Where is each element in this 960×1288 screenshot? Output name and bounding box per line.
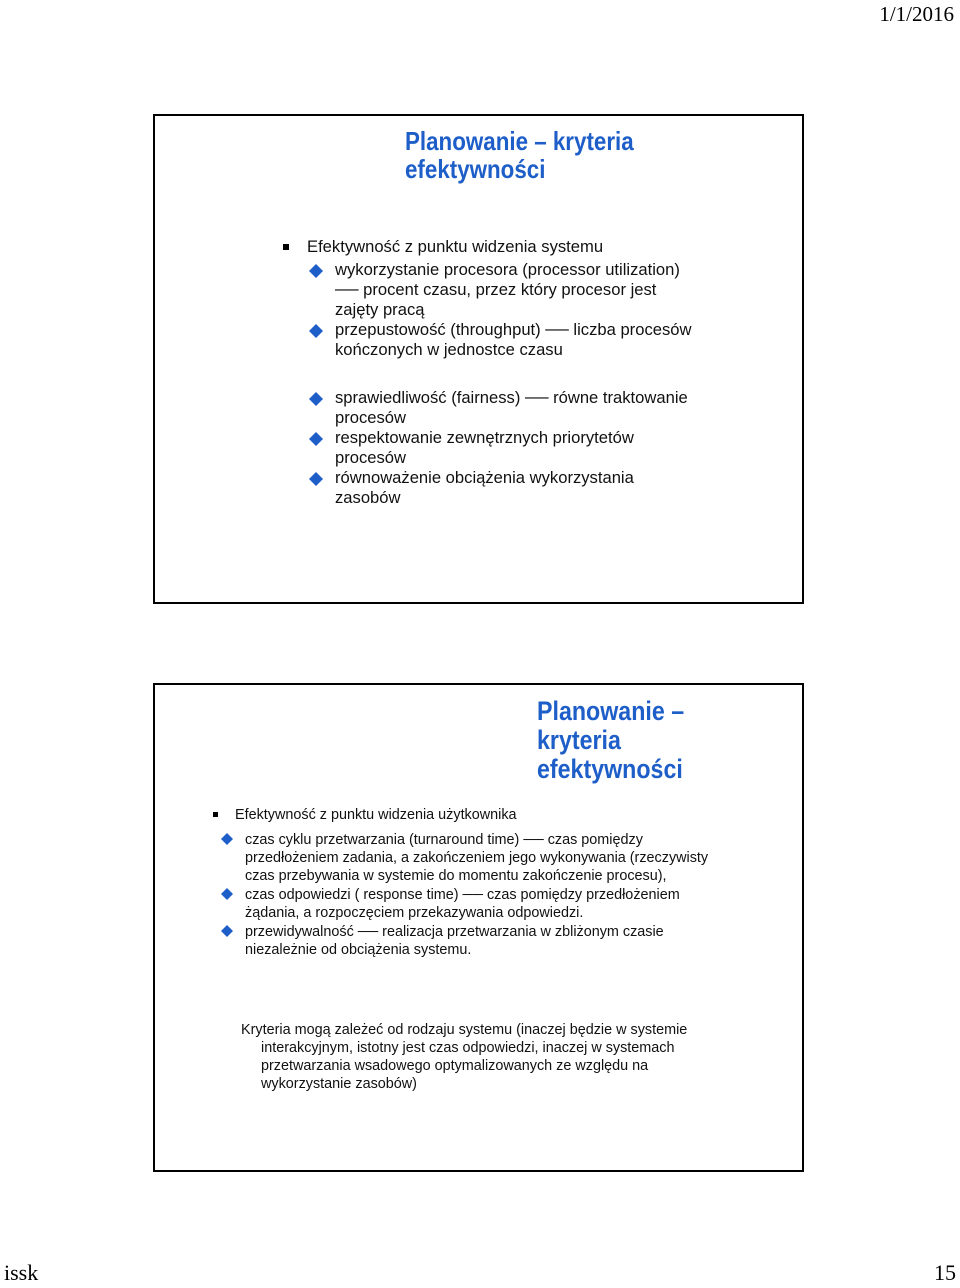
page-date: 1/1/2016	[879, 2, 954, 26]
slide-1-title-line-2: efektywności	[405, 153, 546, 184]
list-item	[283, 237, 703, 508]
footer-label: issk	[4, 1260, 39, 1285]
diamond-bullet-icon	[221, 925, 233, 937]
sub-item-text: respektowanie zewnętrznych priorytetów procesów	[335, 428, 634, 467]
list-item	[307, 320, 703, 360]
diamond-bullet-icon	[309, 432, 323, 446]
square-bullet-icon	[283, 244, 289, 250]
diamond-bullet-icon	[221, 833, 233, 845]
slide-2-title-line-2: kryteria efektywności	[537, 724, 683, 784]
bullet-text: Efektywność z punktu widzenia systemu	[307, 237, 604, 256]
sub-item-text: czas cyklu przetwarzania (turnaround time) ── czas pomiędzy przedłożeniem zadania, a zakończeniem jego wykonywania (rzeczywisty czas przebywania w systemie do momentu zakończenie procesu),	[245, 832, 709, 884]
sub-item-text: równoważenie obciążenia wykorzystania zasobów	[335, 468, 634, 507]
slide-2-bullet-list	[213, 806, 713, 960]
slide-2	[153, 683, 804, 1172]
bullet-text: Efektywność z punktu widzenia użytkownika	[235, 807, 517, 823]
slide-2-title-line-1: Planowanie –	[537, 696, 685, 726]
sub-item-text: przewidywalność ── realizacja przetwarzania w zbliżonym czasie niezależnie od obciążenia systemu.	[245, 924, 664, 958]
square-bullet-icon	[213, 812, 218, 817]
sub-item-text: wykorzystanie procesora (processor utilization) ── procent czasu, przez który procesor jest zajęty pracą	[335, 260, 680, 319]
list-item	[221, 923, 713, 959]
sub-list	[213, 831, 713, 959]
slide-2-title	[537, 697, 765, 784]
slide-1-bullet-list	[283, 237, 703, 508]
list-item	[221, 886, 713, 922]
diamond-bullet-icon	[221, 888, 233, 900]
slide-1-title	[405, 128, 634, 184]
list-item	[307, 428, 703, 468]
diamond-bullet-icon	[309, 264, 323, 278]
list-item	[221, 831, 713, 885]
sub-list	[331, 260, 703, 508]
sub-item-text: przepustowość (throughput) ── liczba procesów kończonych w jednostce czasu	[335, 320, 692, 359]
diamond-bullet-icon	[309, 324, 323, 338]
list-item	[307, 468, 703, 508]
list-item	[213, 831, 713, 959]
diamond-bullet-icon	[309, 392, 323, 406]
list-item	[307, 260, 703, 320]
diamond-bullet-icon	[309, 472, 323, 486]
list-spacer	[331, 360, 703, 388]
slide-2-note: Kryteria mogą zależeć od rodzaju systemu (inaczej będzie w systemie interakcyjnym, istotny jest czas odpowiedzi, inaczej w systemach przetwarzania wsadowego optymalizowanych ze względu na wykorzystanie zasobów)	[241, 1022, 688, 1092]
sub-item-text: sprawiedliwość (fairness) ── równe traktowanie procesów	[335, 388, 688, 427]
list-item	[213, 806, 713, 824]
list-item	[307, 388, 703, 428]
page-number: 15	[934, 1260, 956, 1285]
slide-1	[153, 114, 804, 604]
slide-1-title-line-1: Planowanie – kryteria	[405, 126, 634, 156]
sub-item-text: czas odpowiedzi ( response time) ── czas pomiędzy przedłożeniem żądania, a rozpoczęciem przekazywania odpowiedzi.	[245, 887, 680, 921]
